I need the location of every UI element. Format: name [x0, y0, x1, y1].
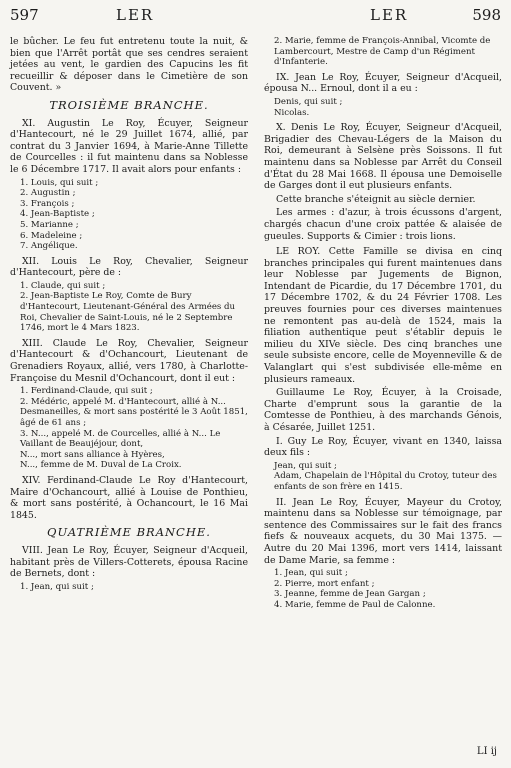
- entry-le-roy: LE ROY. Cette Famille se divisa en cinq branches principales qui furent maintenues dans leur Noblesse par Jugements de Bignon, Intendant de Picardie, du 17 Décembre 1701, du 17 Décembre 1702, & du 24 Février 1708. Les preuves fournies pour ces diverses maintenues ne remontent pas au-delà de 1524, mais la filiation authentique peut s'établir depuis le milieu du XIVe siècle. Des cinq branches une seule subsiste encore, celle de Moyenneville & de Valanglart qui s'est subdivisée elle-même en plusieurs rameaux.: [264, 246, 502, 385]
- entry-xii: XII. Louis Le Roy, Chevalier, Seigneur d'Hantecourt, père de :: [10, 255, 248, 279]
- list-item: Adam, Chapelain de l'Hôpital du Crotoy, tuteur des enfants de son frère en 1415.: [274, 471, 497, 492]
- list-item: 3. N..., appelé M. de Courcelles, allié à N... Le Vaillant de Beaujéjour, dont,: [20, 428, 221, 450]
- list-item: 2. Médéric, appelé M. d'Hantecourt, allié à N... Desmaneilles, & mort sans postérité le 3 Août 1851, âgé de 61 ans ;: [20, 396, 248, 428]
- running-head-left: LER: [116, 6, 155, 24]
- page-number-left: 597: [10, 6, 39, 24]
- list-item: 2. Augustin ;: [20, 188, 76, 199]
- list-item: 1. Claude, qui suit ;: [20, 280, 106, 291]
- entry-xiii: XIII. Claude Le Roy, Chevalier, Seigneur d'Hantecourt & d'Ochancourt, Lieutenant de Grenadiers Royaux, allié, vers 1780, à Charlotte-Françoise du Mesnil d'Ochancourt, dont il eut :: [10, 337, 248, 384]
- list-item: 1. Jean, qui suit ;: [274, 568, 348, 579]
- arms-description: Les armes : d'azur, à trois écussons d'argent, chargés chacun d'une croix pattée & alaisée de gueules. Supports & Cimier : trois lions.: [264, 207, 502, 242]
- list-item: 5. Marianne ;: [20, 219, 79, 230]
- list-item: 4. Marie, femme de Paul de Calonne.: [274, 599, 436, 610]
- page-header: [0, 6, 511, 32]
- children-list-xii: [10, 281, 248, 334]
- list-item: 2. Pierre, mort enfant ;: [274, 578, 375, 589]
- list-item: 3. François ;: [20, 198, 75, 209]
- running-head-right: LER: [370, 6, 409, 24]
- list-item: 2. Marie, femme de François-Annibal, Vicomte de Lambercourt, Mestre de Camp d'un Régiment d'Infanterie.: [274, 36, 491, 68]
- entry-guy: I. Guy Le Roy, Écuyer, vivant en 1340, laissa deux fils :: [264, 435, 502, 459]
- signature-mark: LI ij: [476, 746, 497, 757]
- list-item: 1. Ferdinand-Claude, qui suit ;: [20, 386, 153, 397]
- children-list-viii: [10, 582, 248, 593]
- list-item: Denis, qui suit ;: [274, 96, 343, 107]
- list-item: Jean, qui suit ;: [274, 460, 337, 471]
- children-list-xiii: [10, 386, 248, 471]
- entry-ix: IX. Jean Le Roy, Écuyer, Seigneur d'Acqueil, épousa N... Ernoul, dont il a eu :: [264, 71, 502, 95]
- intro-paragraph: le bûcher. Le feu fut entretenu toute la nuit, & bien que l'Arrêt portât que ses cendres seraient jetées au vent, le gardien des Capucins les fit recueillir & déposer dans le Cimetière de son Couvent. »: [10, 36, 248, 94]
- right-column: [264, 36, 502, 615]
- list-item: 2. Jean-Baptiste Le Roy, Comte de Bury d'Hantecourt, Lieutenant-Général des Armées du Roi, Chevalier de Saint-Louis, né le 2 Septembre 1746, mort le 4 Mars 1823.: [20, 291, 236, 334]
- entry-x: X. Denis Le Roy, Écuyer, Seigneur d'Acqueil, Brigadier des Chevau-Légers de la Maison du Roi, demeurant à Selsène près Soissons. Il fut maintenu dans sa Noblesse par Arrêt du Conseil d'État du 28 Mai 1668. Il épousa une Demoiselle de Garges dont il eut plusieurs enfants.: [264, 122, 502, 192]
- entry-viii: VIII. Jean Le Roy, Écuyer, Seigneur d'Acqueil, habitant près de Villers-Cotterets, épousa Racine de Bernets, dont :: [10, 544, 248, 580]
- list-item: 3. Jeanne, femme de Jean Gargan ;: [274, 589, 426, 600]
- list-item: N..., femme de M. Duval de La Croix.: [20, 460, 182, 471]
- entry-guillaume: Guillaume Le Roy, Écuyer, à la Croisade, Charte d'emprunt sous la garantie de la Comtesse de Ponthieu, à des marchands Génois, à Césarée, Juillet 1251.: [264, 387, 502, 433]
- list-item: 4. Jean-Baptiste ;: [20, 209, 95, 220]
- branch-4-title: QUATRIÈME BRANCHE.: [47, 525, 211, 540]
- entry-xiv: XIV. Ferdinand-Claude Le Roy d'Hantecourt, Maire d'Ochancourt, allié à Louise de Ponthieu, & mort sans postérité, à Ochancourt, le 16 Mai 1845.: [10, 474, 248, 521]
- entry-xi: XI. Augustin Le Roy, Écuyer, Seigneur d'Hantecourt, né le 29 Juillet 1674, allié, par contrat du 3 Janvier 1694, à Marie-Anne Tillette de Courcelles : il fut maintenu dans sa Noblesse le 6 Décembre 1717. Il avait alors pour enfants :: [10, 117, 248, 175]
- children-list-jean: [264, 568, 502, 610]
- list-item: N..., mort sans alliance à Hyères,: [20, 449, 165, 460]
- extinction-note: Cette branche s'éteignit au siècle dernier.: [276, 193, 476, 205]
- branch-3-title: TROISIÈME BRANCHE.: [49, 97, 209, 112]
- children-list-guy: [264, 461, 502, 493]
- left-column: [10, 36, 248, 596]
- children-list-viii-cont: [264, 36, 502, 68]
- entry-jean: II. Jean Le Roy, Écuyer, Mayeur du Crotoy, maintenu dans sa Noblesse sur témoignage, par sentence des Commissaires sur le fait des francs fiefs & nouveaux acquets, du 30 Mai 1375. — Autre du 20 Mai 1396, mort vers 1414, laissant de Dame Marie, sa femme :: [264, 496, 502, 566]
- list-item: 1. Louis, qui suit ;: [20, 177, 99, 188]
- list-item: 7. Angélique.: [20, 241, 78, 252]
- list-item: 1. Jean, qui suit ;: [20, 581, 94, 592]
- list-item: Nicolas.: [274, 107, 310, 118]
- children-list-ix: [264, 97, 502, 118]
- page-number-right: 598: [472, 6, 501, 24]
- children-list-xi: [10, 178, 248, 252]
- list-item: 6. Madeleine ;: [20, 230, 83, 241]
